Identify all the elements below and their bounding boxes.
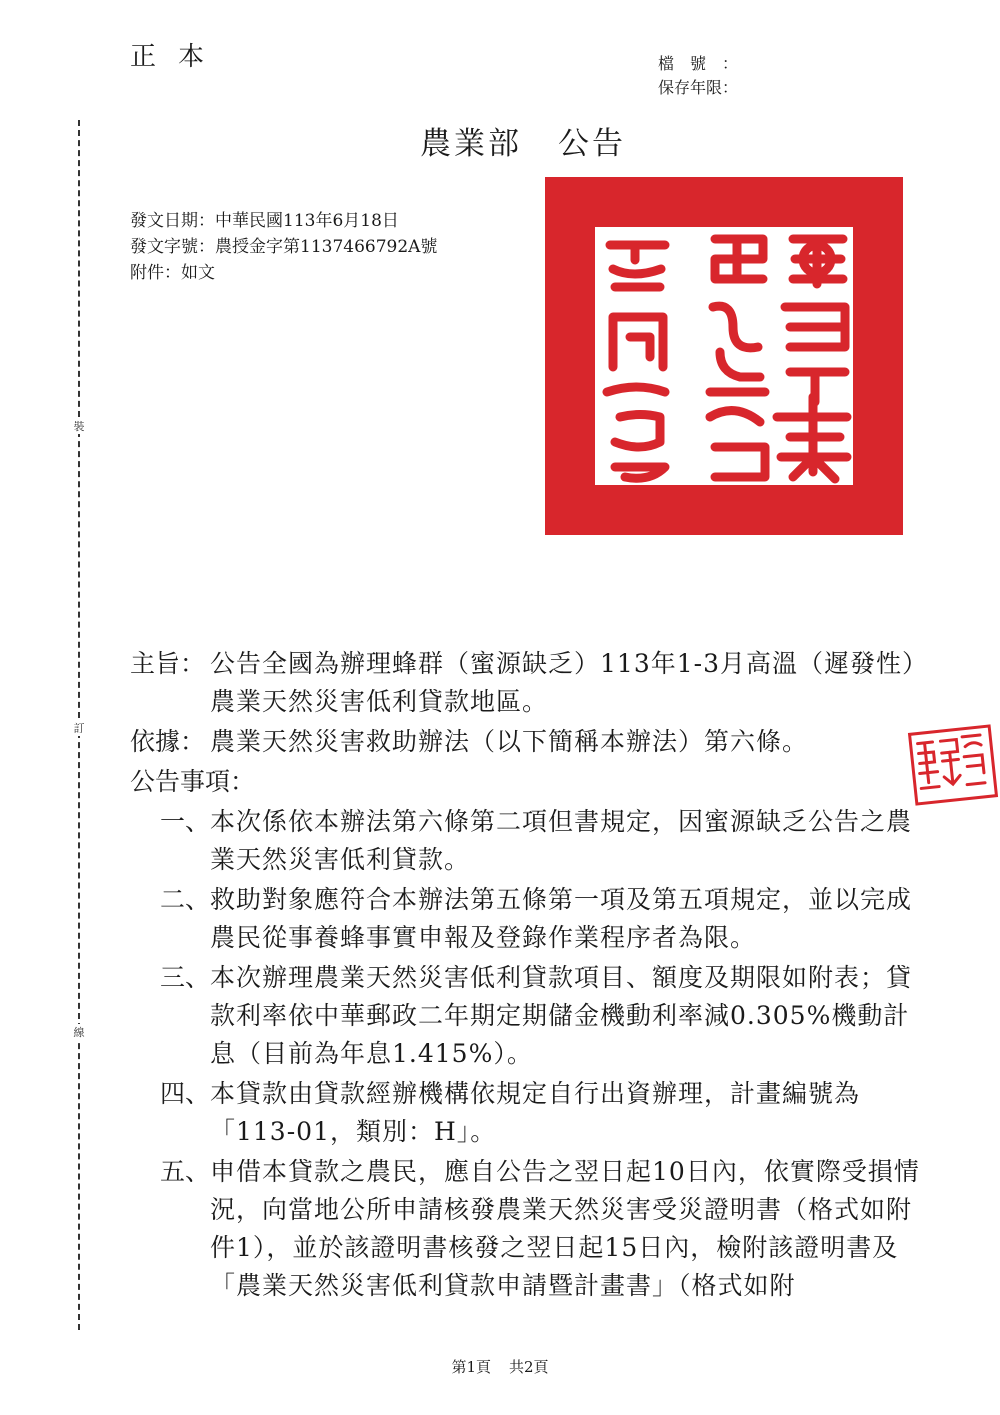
basis-text: 農業天然災害救助辦法（以下簡稱本辦法）第六條。 xyxy=(210,727,809,756)
basis-label: 依據： xyxy=(130,727,206,756)
page-title xyxy=(420,118,626,163)
file-metadata xyxy=(658,52,738,100)
item-text: 本次係依本辦法第六條第二項但書規定，因蜜源缺乏公告之農業天然災害低利貸款。 xyxy=(210,807,913,874)
file-number-label: 檔號： xyxy=(658,54,738,73)
item-number: 三、 xyxy=(159,963,210,992)
item-text: 申借本貸款之農民，應自公告之翌日起10日內，依實際受損情況，向當地公所申請核發農業天然災害受災證明書（格式如附件1），並於該證明書核發之翌日起15日內，檢附該證明書及「農業天然災害低利貸款申請暨計畫書」（格式如附 xyxy=(210,1157,920,1300)
list-item xyxy=(130,803,920,879)
document-info xyxy=(130,208,437,286)
subject-text: 公告全國為辦理蜂群（蜜源缺乏）113年1-3月高溫（遲發性）農業天然災害低利貸款地區。 xyxy=(210,649,916,716)
basis-paragraph xyxy=(130,723,920,761)
item-text: 救助對象應符合本辦法第五條第一項及第五項規定，並以完成農民從事養蜂事實申報及登錄作業程序者為限。 xyxy=(210,885,913,952)
announcement-body xyxy=(130,645,920,1305)
page-number: 第1頁 xyxy=(451,1358,491,1376)
list-item xyxy=(130,1075,920,1151)
attachment-note: 附件：如文 xyxy=(130,263,215,283)
seal-mark-icon xyxy=(545,177,903,535)
items-label: 公告事項： xyxy=(130,767,256,796)
copy-mark: 正本 xyxy=(130,42,227,72)
item-text: 本貸款由貸款經辦機構依規定自行出資辦理，計畫編號為「113-01，類別：H」。 xyxy=(210,1079,861,1146)
agency-name: 農業部 xyxy=(420,126,522,162)
subject-paragraph xyxy=(130,645,920,721)
subject-label: 主旨： xyxy=(130,649,206,678)
binding-mark-staple: 訂 xyxy=(70,720,88,736)
retention-period-label: 保存年限： xyxy=(658,78,739,97)
list-item xyxy=(130,1153,920,1305)
document-type: 公告 xyxy=(558,126,626,162)
page-footer xyxy=(0,1356,1000,1377)
item-number: 五、 xyxy=(159,1157,210,1186)
issue-date: 發文日期：中華民國113年6月18日 xyxy=(130,211,399,231)
item-text: 本次辦理農業天然災害低利貸款項目、額度及期限如附表；貸款利率依中華郵政二年期定期儲金機動利率減0.305%機動計息（目前為年息1.415%）。 xyxy=(210,963,913,1068)
document-number: 發文字號：農授金字第1137466792A號 xyxy=(130,237,438,257)
announcement-items xyxy=(130,803,920,1305)
item-number: 一、 xyxy=(159,807,210,836)
binding-mark-line: 線 xyxy=(70,1024,88,1040)
item-number: 二、 xyxy=(159,885,210,914)
official-seal xyxy=(545,177,903,535)
page-total: 共2頁 xyxy=(509,1358,549,1376)
binding-mark-bind: 裝 xyxy=(70,418,88,434)
list-item xyxy=(130,881,920,957)
list-item xyxy=(130,959,920,1073)
item-number: 四、 xyxy=(159,1079,210,1108)
